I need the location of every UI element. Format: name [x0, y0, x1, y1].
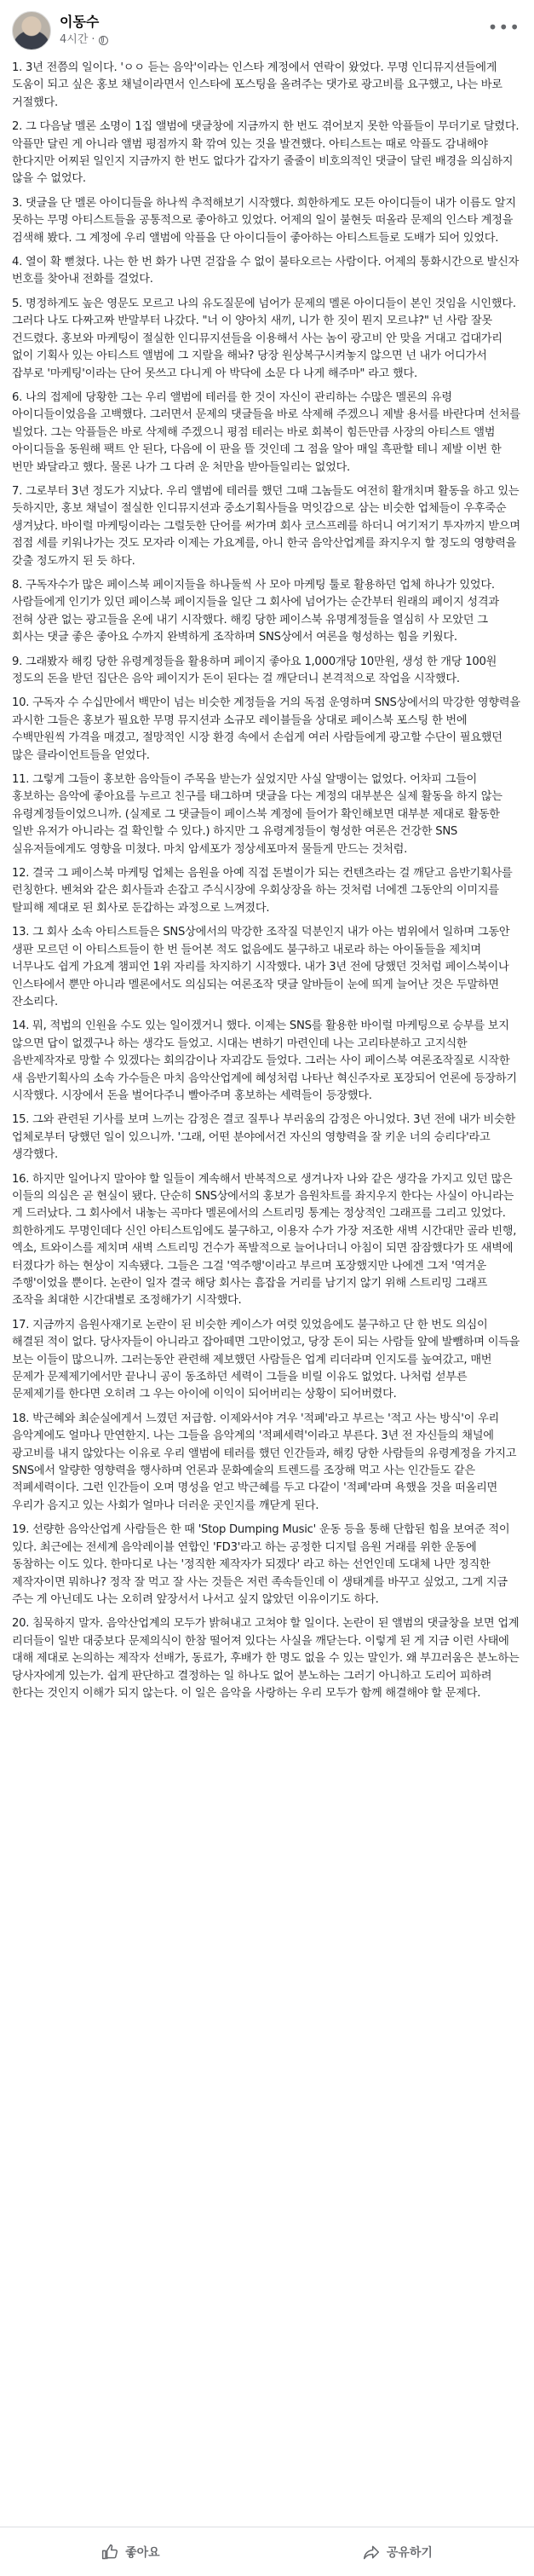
post-meta	[60, 14, 108, 48]
post-paragraph: 9. 그래봤자 해킹 당한 유령계정들을 활용하며 페이지 좋아요 1,000개당 10만원, 생성 한 개당 100원 정도의 돈을 받던 집단은 음악 페이지가 돈이 된다는 걸 깨닫더니 본격적으로 작업을 시작했다.	[12, 655, 497, 685]
post-paragraph: 11. 그렇게 그들이 홍보한 음악들이 주목을 받는가 싶었지만 사실 알맹이는 없었다. 어차피 그들이 홍보하는 음악에 좋아요를 누르고 친구를 태그하며 댓글을 다는 계정의 대부분은 실제 활동을 하지 않는 유령계정들이었으니까. (실제로 그 댓글들이 페이스북 계정에 들어가 확인해보면 대부분 제대로 활동한 일반 유저가 아니라는 걸 확인할 수 있다.) 하지만 그 유령계정들이 형성한 여론은 건강한 SNS 실유저들에게도 영향을 미쳤다. 마치 암세포가 정상세포마저 물들게 만드는 것처럼.	[12, 773, 502, 856]
post-paragraph: 14. 뭐, 적법의 인원을 수도 있는 일이겠거니 했다. 이제는 SNS를 활용한 바이럴 마케팅으로 승부를 보지 않으면 답이 없겠구나 하는 생각도 들었고. 시대는 변하기 마련인데 나는 고리타분하고 고지식한 음반제작자로 망할 수 있겠다는 회의감이나 자괴감도 들었다. 그러는 사이 페이스북 여론조작질로 시작한 새 음반기획사의 소속 가수들은 마치 음악산업계에 혜성처럼 나타난 혁신주자로 포장되어 언론에 등장하기 시작했다. 시장에서 돈을 벌어다주니 빨아주며 홍보하는 세력들이 등장했다.	[12, 1019, 517, 1102]
post-paragraph: 20. 침묵하지 말자. 음악산업계의 모두가 밝혀내고 고쳐야 할 일이다. 논란이 된 앨범의 댓글창을 보면 업계 리더들이 일반 대중보다 문제의식이 한참 떨어져 있다는 사실을 깨닫는다. 이렇게 된 게 지금 이런 사태에 대해 제대로 논의하는 제작자 선배가, 동료가, 후배가 한 명도 없을 수 있는 말인가. 왜 부끄러움은 분노하는 당사자에게 있는가. 쉽게 판단하고 결정하는 일 하나도 없어 분노하는 그러기 아니하고 도리어 피하려 한다는 것인지 이해가 되지 않는다. 이 일은 음악을 사랑하는 우리 모두가 함께 해결해야 할 문제다.	[12, 1617, 520, 1700]
post-timestamp-row	[60, 32, 108, 48]
post-paragraph: 8. 구독자수가 많은 페이스북 페이지들을 하나둘씩 사 모아 마케팅 툴로 활용하던 업체 하나가 있었다. 사람들에게 인기가 있던 페이스북 페이지들을 일단 그 회사에 넘어가는 순간부터 원래의 페이지 성격과 전혀 상관 없는 광고들을 온에 내기 시작했다. 해킹 당한 페이스북 유명계정들을 열심히 사 모았던 그 회사는 댓글 좋은 좋아요 수까지 완벽하게 조작하며 SNS상에서 여론을 형성하는 힘을 키웠다.	[12, 578, 499, 644]
more-options-icon[interactable]: •••	[487, 17, 520, 38]
like-button[interactable]	[67, 2537, 194, 2567]
share-arrow-icon	[363, 2544, 380, 2561]
post-actions-bar	[0, 2527, 534, 2576]
post-paragraph: 4. 열이 확 뻗쳤다. 나는 한 번 화가 나면 걷잡을 수 없이 불타오르는 사람이다. 어제의 통화시간으로 발신자 번호를 찾아내 전화를 걸었다.	[12, 256, 520, 286]
post-time[interactable]: 4시간	[60, 33, 89, 46]
post-paragraph: 16. 하지만 일어나지 말아야 할 일들이 계속해서 반복적으로 생겨나자 나와 같은 생각을 가지고 있던 많은 이들의 의심은 곧 현실이 됐다. 단순히 SNS상에서의 홍보가 음원차트를 좌지우지 한다는 사실이 아니라는 게 드러났다. 그 회사에서 내놓는 곡마다 멜론에서의 스트리밍 통계는 정상적인 그래프를 그리고 있었다. 희한하게도 무명인데다 신인 아티스트임에도 불구하고, 이용자 수가 가장 저조한 새벽 시간대만 골라 빈행, 엑소, 트와이스를 제치며 새벽 스트리밍 건수가 폭발적으로 늘어나더니 아침이 되면 잠잠했다가 또 새벽에 터졌다가 하는 현상이 지속됐다. 그들은 그걸 '역주행'이라고 부르며 포장했지만 나에겐 그저 '역겨운 주행'이었을 뿐이다. 논란이 일자 결국 해당 회사는 흠잡을 거리를 남기지 않기 위해 스트리밍 그래프 조작을 최대한 시간대별로 조정해가기 시작했다.	[12, 1172, 517, 1308]
thumbs-up-icon	[101, 2544, 118, 2561]
post-paragraph: 5. 명정하게도 높은 영문도 모르고 나의 유도질문에 넘어가 문제의 멜론 아이디들이 본인 것임을 시인했다. 그러다 나도 다짜고짜 반말부터 나갔다. "너 이 양아치 새끼, 니가 한 짓이 뭔지 모르냐?" 넌 사람 잘못 건드렸다. 홍보와 마케팅이 절실한 인디뮤지션들을 이용해서 사는 놈이 광고비 안 맞을 거대고 겁대가리 없이 기획사 있는 아티스트 앨범에 그 지랄을 해놔? 당장 원상복구시켜놓지 않으면 넌 내가 어디가서 잡부로 '마케팅'이라는 단어 못쓰고 다니게 아 박닥에 소문 다 나게 해주마" 라고 했다.	[12, 297, 516, 380]
author-name[interactable]: 이동수	[60, 14, 100, 30]
post-paragraph: 18. 박근혜와 최순실에게서 느꼈던 저급함. 이제와서야 겨우 '적폐'라고 부르는 '적고 사는 방식'이 우리 음악계에도 얼마나 만연한지. 나는 그들을 음악계의 '적폐세력'이라고 부른다. 3년 전 자신들의 채널에 광고비를 내지 않았다는 이유로 우리 앨범에 테러를 했던 인간들과, 해킹 당한 사람들의 유령계정을 가지고 SNS에서 알량한 영향력을 행사하며 언론과 문화예술의 트렌드를 조장해 먹고 사는 인간들도 같은 적폐세력이다. 그런 인간들이 오며 명성을 얻고 박근혜를 두고 다같이 '적폐'라며 욕했을 것을 떠올리면 우리가 음지고 있는 사회가 얼마나 더러운 곳인지를 깨닫게 된다.	[12, 1412, 517, 1512]
post-paragraph: 6. 나의 접제에 당황한 그는 우리 앨범에 테러를 한 것이 자신이 관리하는 수많은 멜론의 유령 아이디들이었음을 고백했다. 그러면서 문제의 댓글들을 바로 삭제해 주겠으니 제발 용서를 바란다며 선처를 빌었다. 그는 악플들은 바로 삭제해 주겠으니 평점 테러는 바로 회복이 힘든만큼 사장의 아티스트 앨범 아이디들을 동원해 팩트 안 된다, 다음에 이 판을 뜰 것인데 그 점을 알아 매일 흑판할 테니 제발 이번 한 번만 봐달라고 했다. 물론 나가 그 다려 운 처만을 받아들일리는 없었다.	[12, 390, 520, 474]
post-body	[12, 60, 521, 1709]
post-paragraph: 7. 그로부터 3년 정도가 지났다. 우리 앨범에 테러를 했던 그때 그놈들도 여전히 활개치며 활동을 하고 있는 듯하지만, 홍보 채널이 절실한 인디뮤지션과 중소기획사들을 먹잇감으로 삼는 비슷한 업체들이 우후죽순 생겨났다. 바이럴 마케팅이라는 그럴듯한 단어를 써가며 회사 코스프레를 하더니 여기저기 투자까지 받으며 점점 세를 키워나가는 것도 모자라 이제는 가요계를, 아니 한국 음악산업계를 좌지우지 할 정도의 영향력을 갖출 정도까지 된 듯 하다.	[12, 484, 520, 568]
like-label: 좋아요	[125, 2545, 160, 2560]
separator-dot: ·	[91, 33, 95, 46]
post-paragraph: 17. 지금까지 음원사재기로 논란이 된 비슷한 케이스가 여럿 있었음에도 불구하고 단 한 번도 의심이 해결된 적이 없다. 당사자들이 아니라고 잡아떼면 그만이었고, 당장 돈이 되는 사람들 앞에 발뺌하며 이득을 보는 이들이 많으니까. 그러는동안 관련해 제보했던 사람들은 업계 리더라며 인지도를 높여갔고, 매번 문제가 문제제기에서만 끝나니 공이 동조하던 세력이 그들을 비릴 이유도 없었다. 나처럼 섣부른 문제제기를 한다면 오히려 그 우는 아이에 이익이 되어버리는 상황이 되어버렸다.	[12, 1318, 520, 1401]
post-paragraph: 15. 그와 관련된 기사를 보며 느끼는 감정은 결코 질투나 부러움의 감정은 아니었다. 3년 전에 내가 비슷한 업체로부터 당했던 일이 있으니까. '그래, 어떤 분야에서건 자신의 영향력을 잘 키운 너의 승리다'라고 생각했다.	[12, 1113, 515, 1162]
post-paragraph: 3. 댓글을 단 멜론 아이디들을 하나씩 추적해보기 시작했다. 희한하게도 모든 아이디들이 내가 이름도 알지 못하는 무명 아티스트들을 공통적으로 좋아하고 있었다. 어제의 일이 불현듯 떠올라 문제의 인스타 계정을 검색해 봤다. 그 계정에 우리 앨범에 악플을 단 아이디들이 좋아하는 아티스트들로 도배가 되어 있었다.	[12, 196, 516, 245]
post-paragraph: 10. 구독자 수 수십만에서 백만이 넘는 비슷한 계정들을 거의 독점 운영하며 SNS상에서의 막강한 영향력을 과시한 그들은 홍보가 필요한 무명 뮤지션과 소규모 레이블들을 상대로 페이스북 포스팅 한 번에 수백만원씩 가격을 매겼고, 절망적인 시장 환경 속에서 손쉽게 여러 사람들에게 광고할 수단이 필요했던 많은 클라이언트들을 얻었다.	[12, 696, 520, 762]
globe-icon	[99, 36, 108, 45]
share-button[interactable]	[329, 2537, 467, 2567]
post-paragraph: 13. 그 회사 소속 아티스트들은 SNS상에서의 막강한 조작질 덕분인지 내가 아는 범위에서 일하며 그동안 생판 모르던 이 아티스트들이 한 번 들어본 적도 없음에도 불구하고 내로라 하는 아이돌들을 제치며 너무나도 쉽게 가요계 챔피언 1위 자리를 차지하기 시작했다. 내가 3년 전에 당했던 것처럼 페이스북이나 인스타에서 뿐만 아니라 멜론에서도 의심되는 여론조작 댓글 알바들이 눈에 띄게 늘어난 것은 두말하면 잔소리다.	[12, 926, 510, 1008]
author-avatar[interactable]	[12, 11, 51, 50]
post-paragraph: 2. 그 다음날 멜론 소명이 1집 앨범에 댓글창에 지금까지 한 번도 겪어보지 못한 악플들이 무더기로 달렸다. 악플만 달린 게 아니라 앨범 평점까지 확 깎여 있는 것을 발견했다. 아티스트는 때로 악플도 감내해야 한다지만 어찌된 일인지 지금까지 한 번도 없다가 갑자기 줄줄이 비호의적인 댓글이 달린 배경을 의심하지 않을 수 없었다.	[12, 120, 520, 186]
post-paragraph: 19. 선량한 음악산업계 사람들은 한 때 'Stop Dumping Music' 운동 등을 통해 단합된 힘을 보여준 적이 있다. 최근에는 전세계 음악레이블 연합인 'FD3'라고 하는 공정한 디지털 음원 거래를 위한 운동에 동참하는 이도 있다. 한마디로 나는 '정직한 제작자가 되겠다' 라고 하는 선언인데 도대체 나만 정직한 제작자이면 뭐하나? 정작 잘 먹고 잘 사는 것들은 저런 족속들인데 이 생태계를 바꾸고 싶었고, 그게 지금 주는 게 아닌데도 나는 오히려 앞장서서 나서고 싶지 않았던 이유이기도 하다.	[12, 1523, 510, 1606]
post-paragraph: 12. 결국 그 페이스북 마케팅 업체는 음원을 아예 직접 돈벌이가 되는 컨텐츠라는 걸 깨닫고 음반기획사를 런칭한다. 벤쳐와 같은 회사들과 손잡고 주식시장에 우회상장을 하는 것처럼 너에겐 그동안의 이미지를 탈피해 제대로 된 회사로 둔갑하는 과정으로 느껴졌다.	[12, 867, 513, 915]
post-header	[0, 0, 534, 61]
share-label: 공유하기	[386, 2545, 433, 2560]
post-paragraph: 1. 3년 전쯤의 일이다. 'ㅇㅇ 듣는 음악'이라는 인스타 계정에서 연락이 왔었다. 무명 인디뮤지션들에게 도움이 되고 싶은 홍보 채널이라면서 인스타에 포스팅을 올려주는 댓가로 광고비를 요구했고, 나는 바로 거절했다.	[12, 61, 502, 109]
